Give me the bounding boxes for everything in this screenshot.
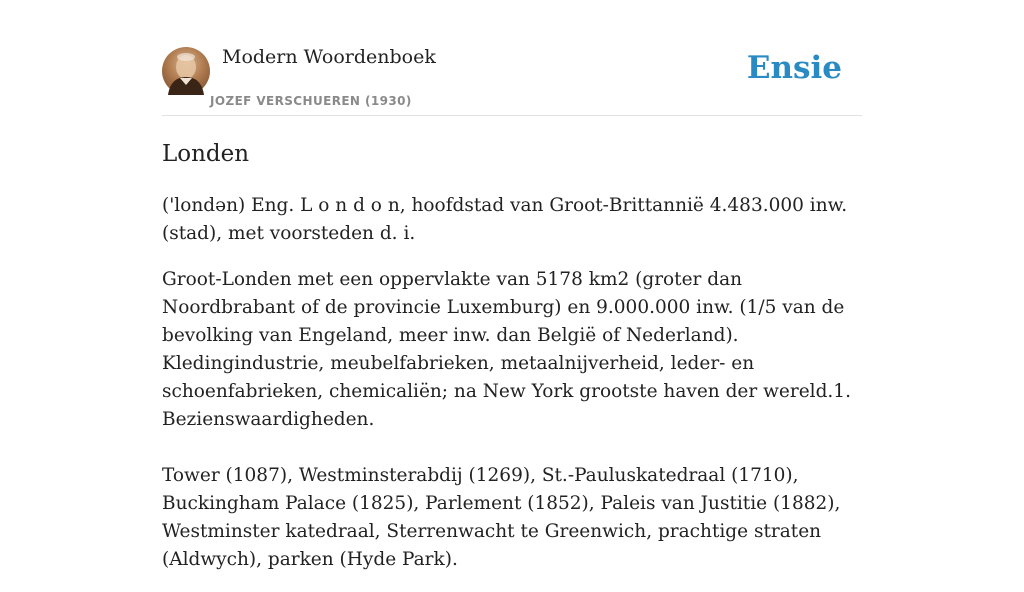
entry-paragraph-2: Groot-Londen met een oppervlakte van 5178 km2 (groter dan Noordbrabant of de provincie Luxemburg) en 9.000.000 inw. (1/5 van de bevolking van Engeland, meer inw. dan België of Nederland). Kledingindustrie, meubelfabrieken, metaalnijverheid, leder- en schoenfabrieken, chemicaliën; na New York grootste haven der wereld.1. Bezienswaardigheden. [162,269,851,430]
entry-content [162,138,862,592]
entry-title: Londen [162,141,250,167]
author-avatar[interactable] [162,47,210,95]
ensie-logo[interactable]: Ensie [746,50,842,86]
header [162,40,862,116]
book-title[interactable]: Modern Woordenboek [222,46,436,68]
portrait-image [162,47,210,95]
entry-paragraph-3: Tower (1087), Westminsterabdij (1269), St.-Pauluskatedraal (1710), Buckingham Palace (1825), Parlement (1852), Paleis van Justitie (1882), Westminster katedraal, Sterrenwacht te Greenwich, prachtige straten (Aldwych), parken (Hyde Park). [162,465,841,570]
author-name: JOZEF VERSCHUEREN (1930) [210,94,412,108]
entry-paragraph-1: ('londən) Eng. L o n d o n, hoofdstad van Groot-Brittannië 4.483.000 inw. (stad), met voorsteden d. i. [162,195,848,244]
